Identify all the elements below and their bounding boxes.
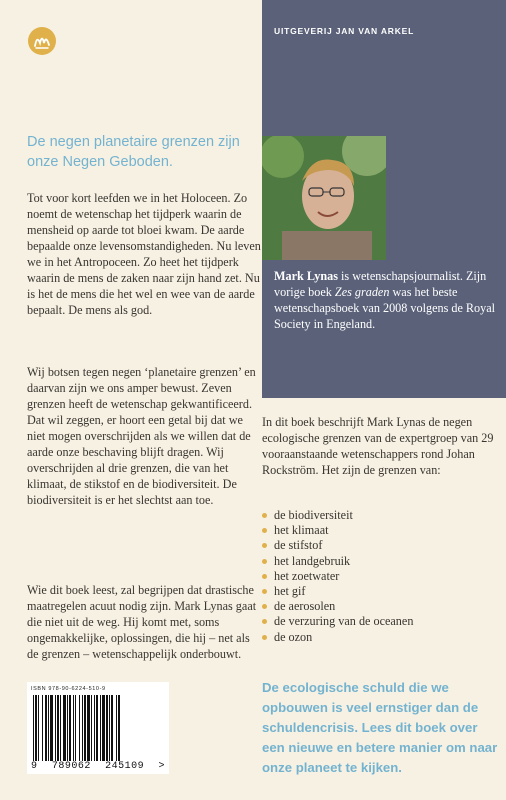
barcode-bar [84,695,86,761]
barcode-bar [48,695,49,761]
bullet-dot-icon [262,619,267,624]
list-item-label: de verzuring van de oceanen [274,614,414,629]
barcode-bar [33,695,34,761]
list-item [262,538,413,553]
barcode-bar [94,695,95,761]
body-paragraph-1 [27,190,262,318]
list-item [262,599,413,614]
author-bio-text-2: was het beste wetenschapsboek van 2008 volgens de Royal Society in Engeland. [274,285,496,331]
body-paragraph-3-text: Wie dit boek leest, zal begrijpen dat drastische maatregelen acuut nodig zijn. Mark Lynas gaat die niet uit de weg. Hij komt met, soms ongemakkelijke, oplossingen, die hij – net als de grenzen – wetenschappelijk onderbouwt. [27,583,257,661]
boundaries-list [262,508,413,645]
book-intro-text: In dit boek beschrijft Mark Lynas de negen ecologische grenzen van de expertgroep van 29 vooraanstaande wetenschappers rond Johan Rockström. Het zijn de grenzen van: [262,415,494,477]
barcode-bar [55,695,56,761]
publisher-logo-icon [27,26,57,56]
barcode-bar [111,695,113,761]
list-item-label: het gif [274,584,306,599]
list-item-label: het landgebruik [274,553,351,568]
barcode-bar [45,695,47,761]
barcode-bar [67,695,68,761]
list-item-label: de stifstof [274,538,323,553]
book-intro [262,414,497,478]
barcode-bar [42,695,43,761]
headline: De negen planetaire grenzen zijn onze Negen Geboden. [27,134,240,170]
barcode-bars [31,695,157,761]
barcode-bar [38,695,39,761]
author-photo [262,136,386,260]
list-item-label: de biodiversiteit [274,508,353,522]
barcode-digit-group: 789062 [51,761,91,772]
barcode-digit-group: 245109 [105,761,145,772]
list-item-label: het zoetwater [274,568,340,583]
barcode-bar [96,695,98,761]
barcode-bar [87,695,90,761]
barcode-bar [79,695,80,761]
body-paragraph-2-text: Wij botsen tegen negen ‘planetaire grenzen’ en daarvan zijn we ons amper bewust. Zeven grenzen heeft de wetenschap gekwantificeerd. Dat wil zeggen, er hoort een getal bij dat we niet mogen overschrijden als we willen dat de aarde onze beschaving blijft dragen. Wij overschrijden al drie grenzen, die van het klimaat, de stikstof en de biodiversiteit. De biodiversiteit is er het slechtst aan toe. [27,365,256,507]
barcode-bar [69,695,71,761]
body-paragraph-3 [27,582,262,662]
bullet-dot-icon [262,635,267,640]
list-item [262,508,413,523]
barcode-bar [60,695,61,761]
list-item [262,569,413,584]
barcode-bar [102,695,105,761]
barcode-bar [57,695,59,761]
list-item [262,614,413,629]
bullet-dot-icon [262,543,267,548]
barcode-bar [118,695,120,761]
list-item [262,630,413,645]
barcode-bar [91,695,92,761]
author-bio-text-1: is wetenschapsjournalist. Zijn vorige boek [274,269,487,299]
barcode-bar [116,695,117,761]
barcode [27,682,169,774]
list-item-label: het klimaat [274,523,329,538]
isbn-label: ISBN 978-90-6224-510-9 [31,686,106,692]
previous-book-title: Zes graden [334,285,390,299]
barcode-bar [50,695,53,761]
barcode-bar [75,695,76,761]
bullet-dot-icon [262,589,267,594]
body-paragraph-2 [27,364,262,508]
barcode-digits [31,761,165,772]
bullet-dot-icon [262,559,267,564]
bullet-dot-icon [262,574,267,579]
list-item [262,554,413,569]
barcode-bar [100,695,101,761]
barcode-bar [35,695,37,761]
barcode-digit-group: 9 [31,761,38,772]
author-bio [274,268,498,332]
list-item [262,523,413,538]
author-name: Mark Lynas [274,269,338,283]
list-item [262,584,413,599]
barcode-bar [106,695,108,761]
barcode-digit-group: > [158,761,165,772]
list-item-label: de ozon [274,629,313,644]
barcode-bar [63,695,66,761]
publisher-name: UITGEVERIJ JAN VAN ARKEL [274,26,415,36]
closing-statement: De ecologische schuld die we opbouwen is veel ernstiger dan de schuldencrisis. Lees dit boek over een nieuwe en betere manier om naar onze planeet te kijken. [262,680,498,775]
author-portrait-image [262,136,386,260]
body-paragraph-1-text: Tot voor kort leefden we in het Holoceen. Zo noemt de wetenschap het tijdperk waarin de mensheid op aarde tot bloei kwam. De aarde bepaalde onze levensomstandigheden. Nu leven we in het Antropoceen. Zo heet het tijdperk waarin de mens de zaken naar zijn hand zet. Nu is het de mens die het wel en wee van de aarde bepaalt. De mens als god. [27,191,261,317]
bullet-dot-icon [262,528,267,533]
barcode-bar [109,695,110,761]
bullet-dot-icon [262,513,267,518]
barcode-bar [73,695,74,761]
barcode-bar [82,695,83,761]
list-item-label: de aerosolen [274,599,336,614]
bullet-dot-icon [262,604,267,609]
